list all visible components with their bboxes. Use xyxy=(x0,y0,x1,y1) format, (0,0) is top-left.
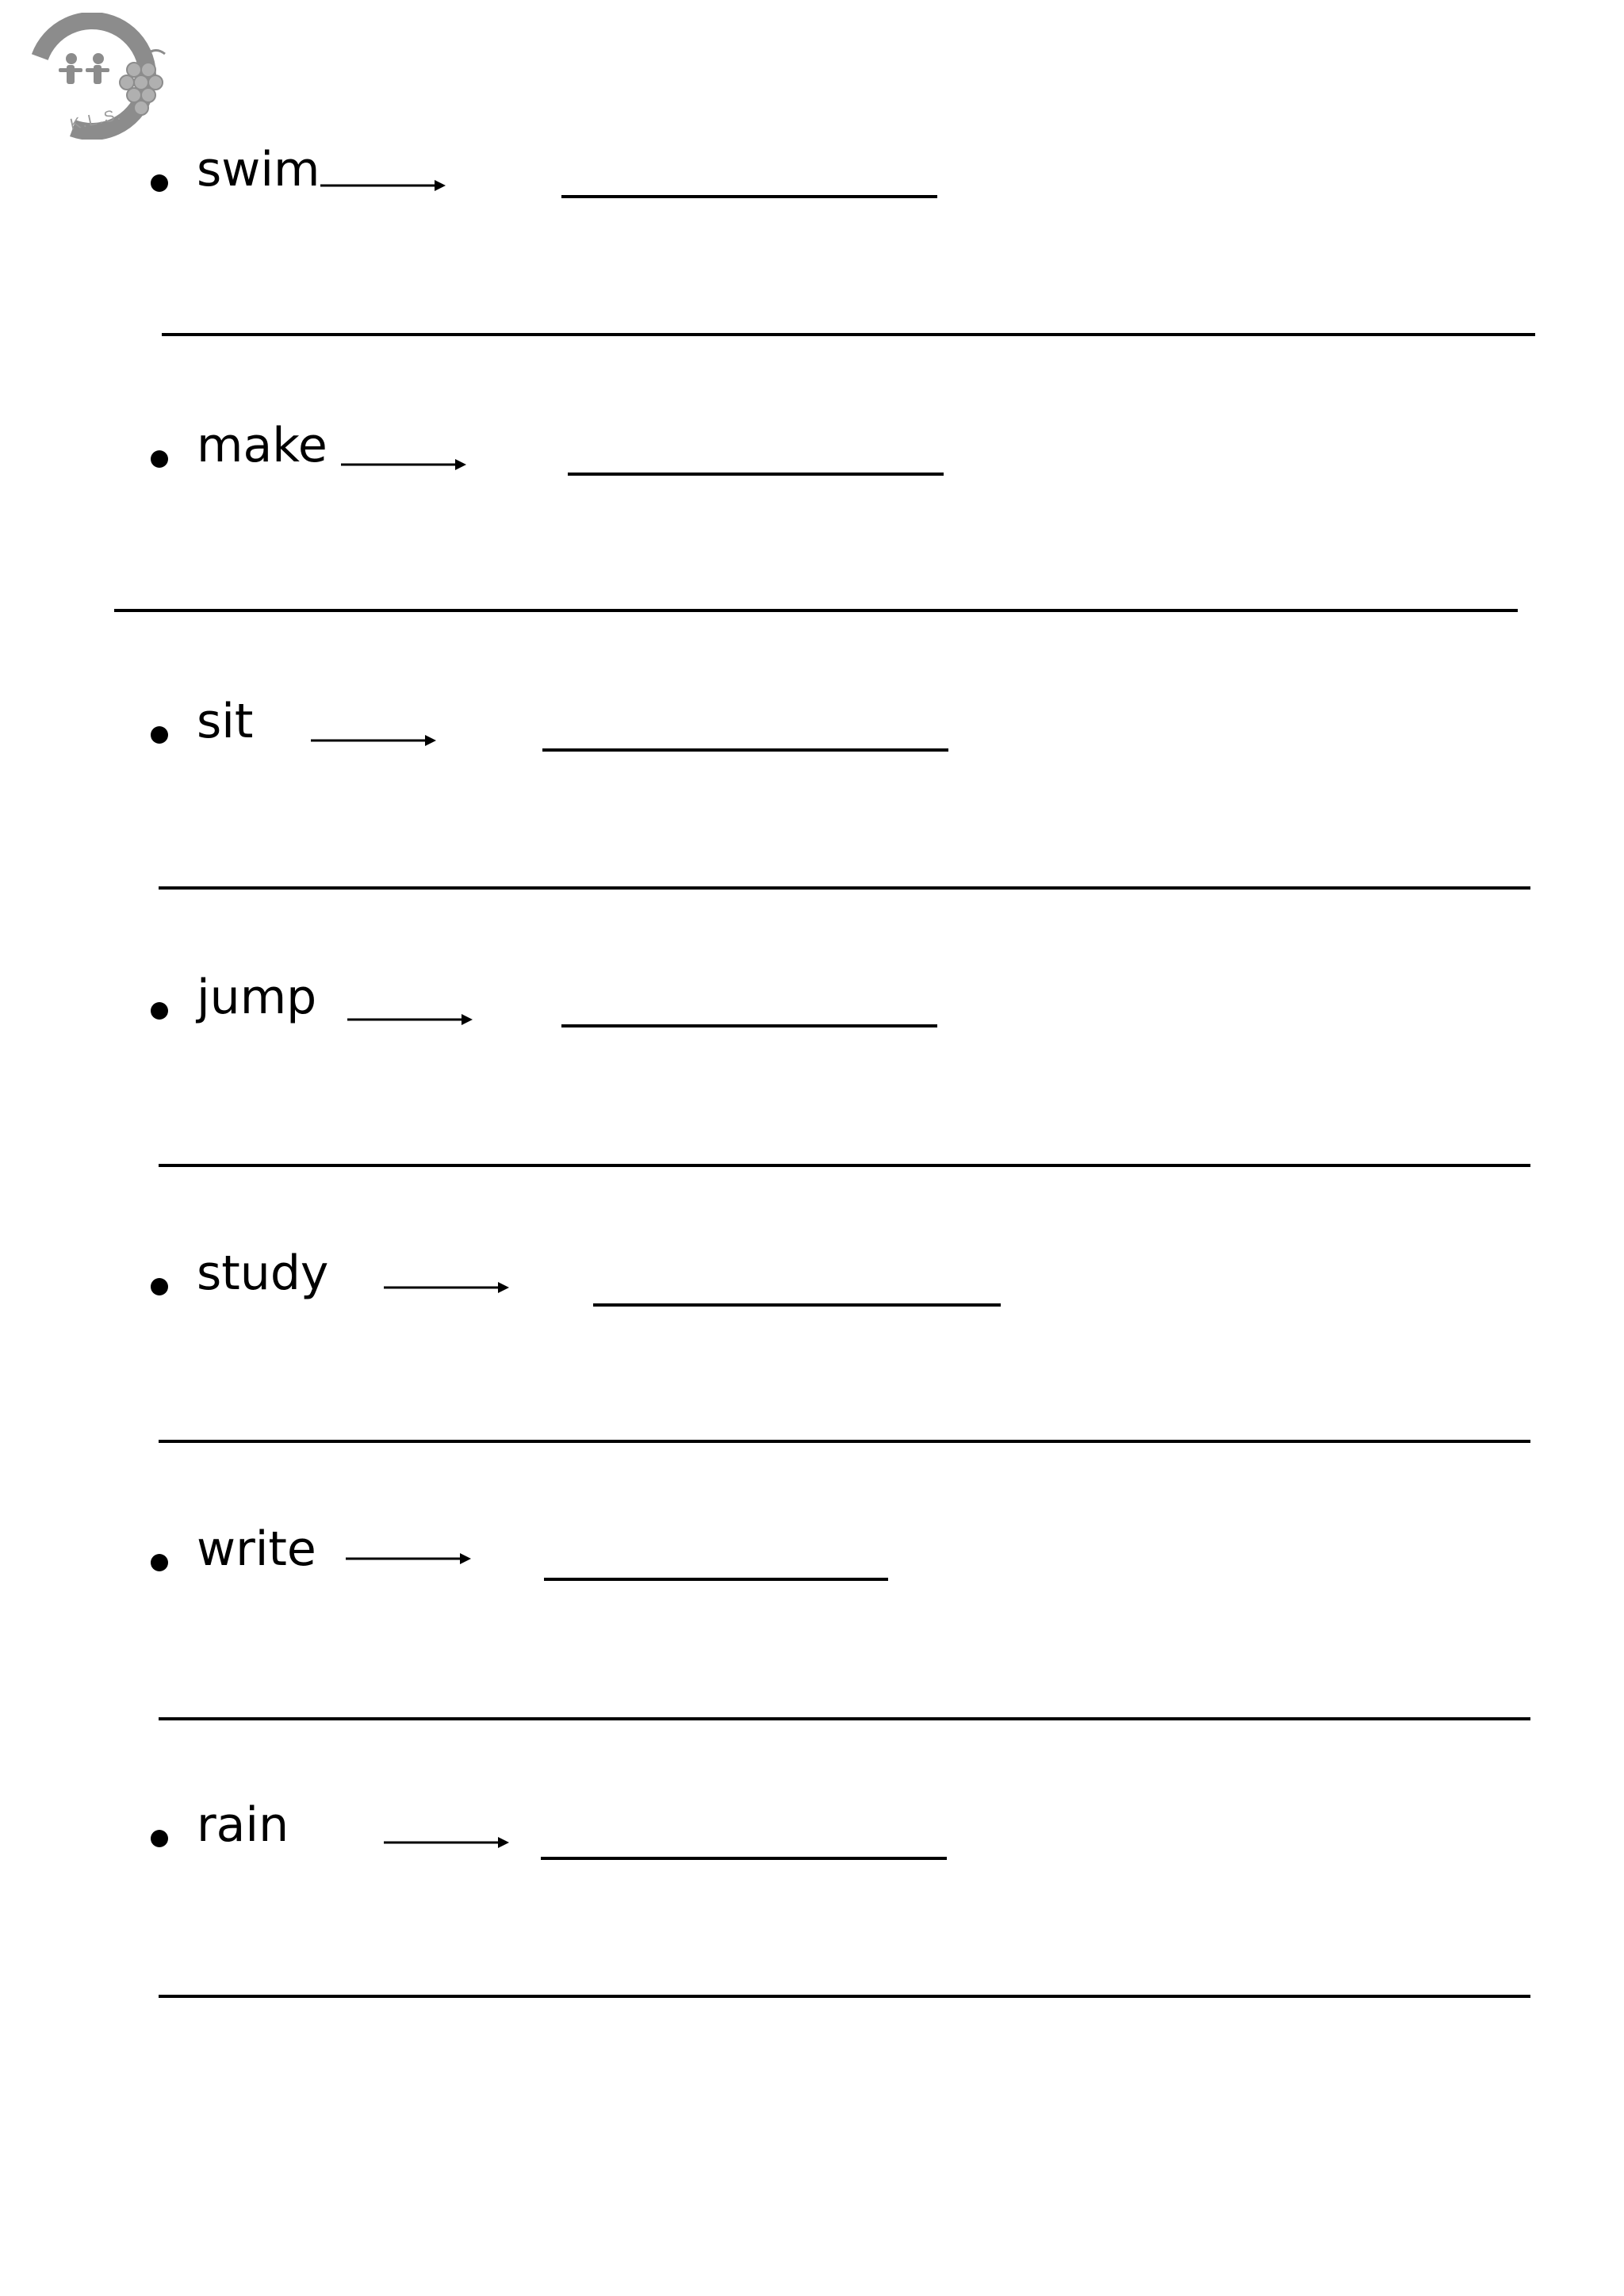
writing-line[interactable] xyxy=(159,886,1530,890)
word-label: make xyxy=(197,418,327,473)
answer-blank[interactable] xyxy=(568,473,944,476)
bullet-point xyxy=(151,450,168,468)
exercise-item xyxy=(0,418,1624,526)
bullet-point xyxy=(151,1554,168,1571)
right-arrow-icon xyxy=(347,1010,474,1029)
bullet-point xyxy=(151,726,168,744)
writing-line[interactable] xyxy=(159,1995,1530,1998)
word-label: swim xyxy=(197,142,320,197)
bullet-point xyxy=(151,1002,168,1020)
bullet-point xyxy=(151,174,168,192)
right-arrow-icon xyxy=(311,731,438,750)
exercise-item xyxy=(0,694,1624,802)
right-arrow-icon xyxy=(384,1833,511,1852)
right-arrow-icon xyxy=(320,176,447,195)
word-label: sit xyxy=(197,694,254,749)
writing-line[interactable] xyxy=(162,333,1535,336)
answer-blank[interactable] xyxy=(561,195,937,198)
exercise-item xyxy=(0,1521,1624,1630)
word-label: rain xyxy=(197,1797,289,1853)
right-arrow-icon xyxy=(384,1278,511,1297)
answer-blank[interactable] xyxy=(542,748,948,752)
word-label: study xyxy=(197,1246,329,1301)
right-arrow-icon xyxy=(346,1549,473,1568)
writing-line[interactable] xyxy=(159,1440,1530,1443)
answer-blank[interactable] xyxy=(541,1857,947,1860)
word-label: jump xyxy=(197,970,317,1025)
bullet-point xyxy=(151,1830,168,1847)
exercise-item xyxy=(0,970,1624,1078)
writing-line[interactable] xyxy=(159,1164,1530,1167)
bullet-point xyxy=(151,1278,168,1295)
writing-line[interactable] xyxy=(159,1717,1530,1720)
exercise-item xyxy=(0,1246,1624,1354)
exercise-item xyxy=(0,1797,1624,1906)
word-label: write xyxy=(197,1521,316,1577)
answer-blank[interactable] xyxy=(544,1578,888,1581)
answer-blank[interactable] xyxy=(593,1303,1001,1307)
right-arrow-icon xyxy=(341,455,468,474)
answer-blank[interactable] xyxy=(561,1024,937,1027)
writing-line[interactable] xyxy=(114,609,1518,612)
exercise-item xyxy=(0,142,1624,251)
logo-initials: K.L.S. xyxy=(68,105,124,134)
